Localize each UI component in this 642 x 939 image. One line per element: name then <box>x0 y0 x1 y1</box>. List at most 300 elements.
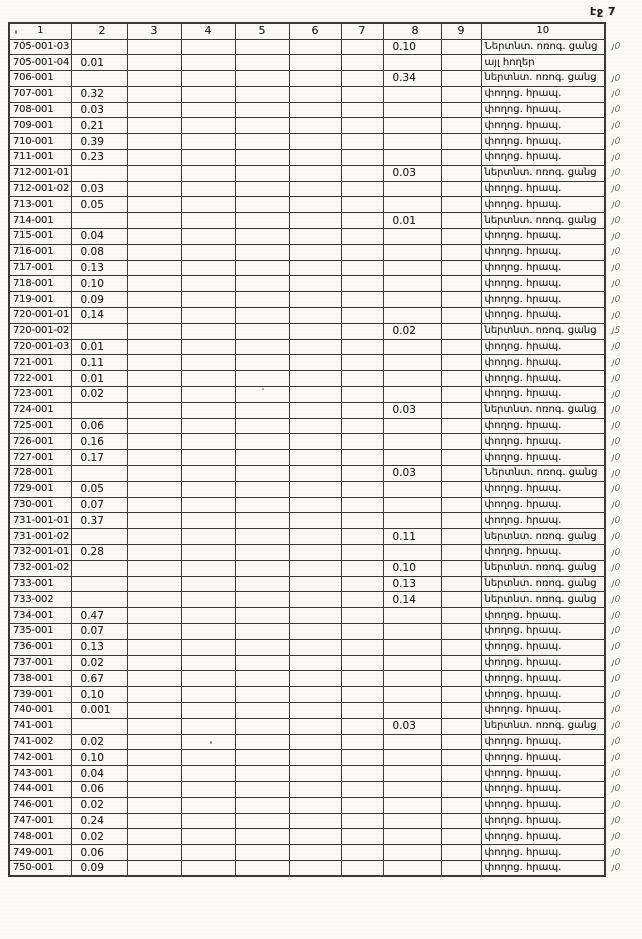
parcel-id-cell: 705-001-03 <box>9 39 71 55</box>
parcel-id-cell: 720-001-03 <box>9 339 71 355</box>
empty-cell <box>181 165 235 181</box>
value-col8-cell: 0.03 <box>383 718 441 734</box>
empty-cell <box>235 639 289 655</box>
value-col2-cell <box>71 529 127 545</box>
value-col8-cell <box>383 671 441 687</box>
margin-note: յ0 <box>611 73 621 84</box>
empty-cell <box>341 402 383 418</box>
empty-cell <box>341 387 383 403</box>
margin-note: յ0 <box>611 799 621 811</box>
parcel-id-cell: 720-001-02 <box>9 323 71 339</box>
empty-cell <box>235 671 289 687</box>
empty-cell <box>441 466 481 482</box>
land-use-cell: փողոց. հրապ. <box>481 829 605 845</box>
parcel-id-cell: 713-001 <box>9 197 71 213</box>
empty-cell <box>127 845 181 861</box>
value-col2-cell <box>71 71 127 87</box>
empty-cell <box>181 150 235 166</box>
empty-cell <box>441 829 481 845</box>
land-use-cell: փողոց. հրապ. <box>481 702 605 718</box>
empty-cell <box>127 623 181 639</box>
table-row <box>9 213 633 229</box>
parcel-id-cell: 738-001 <box>9 671 71 687</box>
empty-cell <box>289 418 341 434</box>
table-row <box>9 734 633 750</box>
empty-cell <box>127 308 181 324</box>
land-use-cell: փողոց. հրապ. <box>481 308 605 324</box>
parcel-id-cell: 740-001 <box>9 702 71 718</box>
value-col8-cell <box>383 55 441 71</box>
empty-cell <box>181 402 235 418</box>
value-col2-cell: 0.04 <box>71 229 127 245</box>
margin-note: յ0 <box>611 594 621 605</box>
empty-cell <box>181 781 235 797</box>
empty-cell <box>341 860 383 876</box>
margin-note: յ0 <box>611 215 621 226</box>
table-row <box>9 750 633 766</box>
parcel-id-cell: 726-001 <box>9 434 71 450</box>
table-row <box>9 276 633 292</box>
value-col2-cell <box>71 165 127 181</box>
empty-cell <box>235 355 289 371</box>
empty-cell <box>341 797 383 813</box>
empty-cell <box>235 497 289 513</box>
value-col8-cell <box>383 797 441 813</box>
empty-cell <box>127 718 181 734</box>
empty-cell <box>341 766 383 782</box>
empty-cell <box>289 260 341 276</box>
empty-cell <box>341 513 383 529</box>
empty-cell <box>341 813 383 829</box>
parcel-id-cell: 723-001 <box>9 387 71 403</box>
empty-cell <box>235 308 289 324</box>
empty-cell <box>289 623 341 639</box>
land-use-cell: ներտնտ. ոռոգ. ցանց <box>481 576 605 592</box>
empty-cell <box>441 655 481 671</box>
empty-cell <box>289 118 341 134</box>
land-use-cell: ներտնտ. ոռոգ. ցանց <box>481 213 605 229</box>
empty-cell <box>127 292 181 308</box>
value-col2-cell: 0.06 <box>71 781 127 797</box>
empty-cell <box>235 260 289 276</box>
value-col8-cell <box>383 608 441 624</box>
empty-cell <box>181 323 235 339</box>
table-row <box>9 229 633 245</box>
empty-cell <box>441 323 481 339</box>
empty-cell <box>127 513 181 529</box>
parcel-id-cell: 722-001 <box>9 371 71 387</box>
margin-note: յ0 <box>611 151 621 163</box>
land-use-cell: փողոց. հրապ. <box>481 229 605 245</box>
empty-cell <box>127 450 181 466</box>
parcel-id-cell: 732-001-01 <box>9 545 71 561</box>
table-row <box>9 797 633 813</box>
table-row <box>9 118 633 134</box>
parcel-id-cell: 750-001 <box>9 860 71 876</box>
value-col8-cell <box>383 260 441 276</box>
empty-cell <box>441 860 481 876</box>
margin-note: յ0 <box>611 41 621 52</box>
land-use-cell: փողոց. հրապ. <box>481 181 605 197</box>
empty-cell <box>441 766 481 782</box>
parcel-id-cell: 732-001-02 <box>9 560 71 576</box>
empty-cell <box>441 608 481 624</box>
parcel-id-cell: 719-001 <box>9 292 71 308</box>
land-use-cell: փողոց. հրապ. <box>481 434 605 450</box>
empty-cell <box>441 71 481 87</box>
margin-note: յ0 <box>611 499 621 511</box>
empty-cell <box>127 829 181 845</box>
value-col2-cell <box>71 213 127 229</box>
empty-cell <box>341 323 383 339</box>
table-row <box>9 592 633 608</box>
parcel-id-cell: 733-001 <box>9 576 71 592</box>
empty-cell <box>235 102 289 118</box>
empty-cell <box>341 608 383 624</box>
table-row <box>9 102 633 118</box>
margin-note: յ0 <box>611 452 621 463</box>
empty-cell <box>289 39 341 55</box>
empty-cell <box>289 323 341 339</box>
empty-cell <box>127 387 181 403</box>
empty-cell <box>441 118 481 134</box>
table-row <box>9 481 633 497</box>
margin-note: յ0 <box>611 404 621 416</box>
empty-cell <box>127 55 181 71</box>
empty-cell <box>441 592 481 608</box>
margin-note: յ0 <box>611 88 621 100</box>
parcel-id-cell: 728-001 <box>9 466 71 482</box>
empty-cell <box>341 687 383 703</box>
value-col8-cell <box>383 813 441 829</box>
land-use-cell: փողոց. հրապ. <box>481 813 605 829</box>
value-col2-cell: 0.11 <box>71 355 127 371</box>
empty-cell <box>289 102 341 118</box>
empty-cell <box>181 592 235 608</box>
value-col2-cell: 0.21 <box>71 118 127 134</box>
table-row <box>9 545 633 561</box>
table-row <box>9 339 633 355</box>
value-col8-cell <box>383 702 441 718</box>
empty-cell <box>441 371 481 387</box>
empty-cell <box>341 623 383 639</box>
empty-cell <box>181 623 235 639</box>
empty-cell <box>341 197 383 213</box>
empty-cell <box>441 339 481 355</box>
empty-cell <box>441 687 481 703</box>
value-col2-cell <box>71 576 127 592</box>
empty-cell <box>127 576 181 592</box>
empty-cell <box>235 845 289 861</box>
empty-cell <box>127 150 181 166</box>
value-col8-cell <box>383 434 441 450</box>
empty-cell <box>289 165 341 181</box>
empty-cell <box>181 418 235 434</box>
empty-cell <box>341 781 383 797</box>
empty-cell <box>441 434 481 450</box>
empty-cell <box>289 371 341 387</box>
empty-cell <box>235 55 289 71</box>
empty-cell <box>441 576 481 592</box>
empty-cell <box>235 150 289 166</box>
empty-cell <box>441 797 481 813</box>
land-use-cell: փողոց. հրապ. <box>481 339 605 355</box>
parcel-id-cell: 724-001 <box>9 402 71 418</box>
column-header-2: 2 <box>71 23 127 39</box>
value-col8-cell <box>383 355 441 371</box>
parcel-id-cell: 710-001 <box>9 134 71 150</box>
land-use-cell: փողոց. հրապ. <box>481 608 605 624</box>
empty-cell <box>341 702 383 718</box>
table-row <box>9 718 633 734</box>
parcel-id-cell: 705-001-04 <box>9 55 71 71</box>
value-col2-cell: 0.17 <box>71 450 127 466</box>
empty-cell <box>181 734 235 750</box>
empty-cell <box>235 592 289 608</box>
empty-cell <box>441 750 481 766</box>
margin-note: յ0 <box>611 578 621 590</box>
empty-cell <box>441 197 481 213</box>
value-col8-cell: 0.10 <box>383 560 441 576</box>
empty-cell <box>235 481 289 497</box>
margin-note: յ0 <box>611 467 621 479</box>
land-use-cell: փողոց. հրապ. <box>481 481 605 497</box>
land-use-cell: փողոց. հրապ. <box>481 244 605 260</box>
land-use-cell: փողոց. հրապ. <box>481 118 605 134</box>
margin-note: յ0 <box>611 104 621 116</box>
margin-note: յ0 <box>611 309 621 321</box>
land-use-cell: ներտնտ. ոռոգ. ցանց <box>481 560 605 576</box>
empty-cell <box>235 608 289 624</box>
empty-cell <box>181 560 235 576</box>
empty-cell <box>441 260 481 276</box>
empty-cell <box>181 702 235 718</box>
land-use-cell: փողոց. հրապ. <box>481 623 605 639</box>
empty-cell <box>441 387 481 403</box>
parcel-id-cell: 714-001 <box>9 213 71 229</box>
empty-cell <box>289 434 341 450</box>
value-col8-cell <box>383 308 441 324</box>
empty-cell <box>127 339 181 355</box>
margin-note: յ0 <box>611 752 621 763</box>
table-header <box>9 23 633 39</box>
empty-cell <box>181 213 235 229</box>
parcel-id-cell: 707-001 <box>9 86 71 102</box>
empty-cell <box>181 39 235 55</box>
margin-note: յ0 <box>611 562 621 574</box>
value-col8-cell: 0.03 <box>383 466 441 482</box>
empty-cell <box>127 734 181 750</box>
value-col8-cell <box>383 766 441 782</box>
empty-cell <box>181 86 235 102</box>
land-use-cell: այլ հողեր <box>481 55 605 71</box>
value-col2-cell: 0.47 <box>71 608 127 624</box>
land-use-cell: փողոց. հրապ. <box>481 450 605 466</box>
land-use-cell: ներտնտ. ոռոգ. ցանց <box>481 323 605 339</box>
empty-cell <box>341 671 383 687</box>
empty-cell <box>235 513 289 529</box>
empty-cell <box>235 71 289 87</box>
empty-cell <box>289 513 341 529</box>
empty-cell <box>341 734 383 750</box>
value-col2-cell: 0.13 <box>71 260 127 276</box>
empty-cell <box>127 529 181 545</box>
empty-cell <box>441 55 481 71</box>
empty-cell <box>235 339 289 355</box>
empty-cell <box>289 387 341 403</box>
empty-cell <box>181 371 235 387</box>
value-col8-cell <box>383 244 441 260</box>
empty-cell <box>235 829 289 845</box>
table-row <box>9 466 633 482</box>
parcel-id-cell: 711-001 <box>9 150 71 166</box>
table-row <box>9 608 633 624</box>
empty-cell <box>235 560 289 576</box>
empty-cell <box>289 734 341 750</box>
land-use-cell: փողոց. հրապ. <box>481 639 605 655</box>
value-col2-cell <box>71 718 127 734</box>
value-col8-cell <box>383 276 441 292</box>
empty-cell <box>441 355 481 371</box>
value-col8-cell: 0.34 <box>383 71 441 87</box>
value-col2-cell <box>71 592 127 608</box>
value-col2-cell: 0.02 <box>71 387 127 403</box>
land-use-cell: փողոց. հրապ. <box>481 845 605 861</box>
value-col8-cell <box>383 545 441 561</box>
land-use-cell: Ներտնտ. ոռոգ. ցանց <box>481 466 605 482</box>
empty-cell <box>341 260 383 276</box>
land-use-cell: փողոց. հրապ. <box>481 134 605 150</box>
margin-note: յ0 <box>611 546 621 558</box>
empty-cell <box>341 276 383 292</box>
margin-note: յ0 <box>611 373 621 384</box>
margin-note: յ0 <box>611 704 621 716</box>
value-col2-cell: 0.02 <box>71 734 127 750</box>
table-row <box>9 813 633 829</box>
empty-cell <box>289 71 341 87</box>
empty-cell <box>289 450 341 466</box>
table-row <box>9 355 633 371</box>
empty-cell <box>181 450 235 466</box>
value-col8-cell: 0.03 <box>383 402 441 418</box>
value-col8-cell <box>383 750 441 766</box>
value-col8-cell: 0.01 <box>383 213 441 229</box>
table-row <box>9 829 633 845</box>
margin-note: յ0 <box>611 436 621 447</box>
empty-cell <box>441 702 481 718</box>
empty-cell <box>235 387 289 403</box>
empty-cell <box>235 118 289 134</box>
empty-cell <box>235 797 289 813</box>
empty-cell <box>181 229 235 245</box>
value-col8-cell: 0.03 <box>383 165 441 181</box>
value-col8-cell <box>383 639 441 655</box>
empty-cell <box>341 102 383 118</box>
parcel-id-cell: 720-001-01 <box>9 308 71 324</box>
parcel-id-cell: 712-001-02 <box>9 181 71 197</box>
value-col2-cell: 0.02 <box>71 797 127 813</box>
land-parcel-table <box>8 22 634 877</box>
table-row <box>9 513 633 529</box>
empty-cell <box>289 308 341 324</box>
value-col8-cell <box>383 687 441 703</box>
empty-cell <box>341 466 383 482</box>
table-row <box>9 623 633 639</box>
value-col8-cell <box>383 134 441 150</box>
empty-cell <box>441 545 481 561</box>
empty-cell <box>181 513 235 529</box>
column-header-1: 1 <box>9 23 71 39</box>
parcel-id-cell: 730-001 <box>9 497 71 513</box>
empty-cell <box>289 813 341 829</box>
value-col8-cell <box>383 450 441 466</box>
empty-cell <box>235 702 289 718</box>
margin-header-spacer <box>604 22 633 40</box>
value-col2-cell: 0.09 <box>71 860 127 876</box>
parcel-id-cell: 735-001 <box>9 623 71 639</box>
land-use-cell: փողոց. հրապ. <box>481 260 605 276</box>
table-row <box>9 860 633 876</box>
empty-cell <box>181 197 235 213</box>
empty-cell <box>127 86 181 102</box>
margin-note: յ0 <box>611 531 621 542</box>
land-use-cell: փողոց. հրապ. <box>481 371 605 387</box>
parcel-id-cell: 743-001 <box>9 766 71 782</box>
table-row <box>9 244 633 260</box>
empty-cell <box>341 750 383 766</box>
empty-cell <box>127 797 181 813</box>
empty-cell <box>235 450 289 466</box>
value-col2-cell: 0.23 <box>71 150 127 166</box>
empty-cell <box>235 466 289 482</box>
column-header-10: 10 <box>481 23 605 39</box>
empty-cell <box>181 671 235 687</box>
empty-cell <box>127 671 181 687</box>
empty-cell <box>341 229 383 245</box>
empty-cell <box>341 339 383 355</box>
table-row <box>9 55 633 71</box>
empty-cell <box>289 497 341 513</box>
empty-cell <box>441 450 481 466</box>
margin-note: յ0 <box>611 199 621 210</box>
empty-cell <box>289 702 341 718</box>
empty-cell <box>289 481 341 497</box>
parcel-id-cell: 716-001 <box>9 244 71 260</box>
empty-cell <box>127 687 181 703</box>
column-header-6: 6 <box>289 23 341 39</box>
empty-cell <box>441 513 481 529</box>
empty-cell <box>235 371 289 387</box>
empty-cell <box>127 102 181 118</box>
empty-cell <box>181 181 235 197</box>
empty-cell <box>289 592 341 608</box>
land-use-cell: փողոց. հրապ. <box>481 655 605 671</box>
empty-cell <box>181 55 235 71</box>
margin-note: յ0 <box>611 736 621 748</box>
land-use-cell: ներտնտ. ոռոգ. ցանց <box>481 402 605 418</box>
table-row <box>9 323 633 339</box>
parcel-id-cell: 746-001 <box>9 797 71 813</box>
empty-cell <box>181 813 235 829</box>
empty-cell <box>235 623 289 639</box>
empty-cell <box>235 655 289 671</box>
empty-cell <box>127 229 181 245</box>
empty-cell <box>127 702 181 718</box>
land-use-cell: ներտնտ. ոռոգ. ցանց <box>481 529 605 545</box>
table-row <box>9 529 633 545</box>
value-col2-cell: 0.32 <box>71 86 127 102</box>
empty-cell <box>127 655 181 671</box>
